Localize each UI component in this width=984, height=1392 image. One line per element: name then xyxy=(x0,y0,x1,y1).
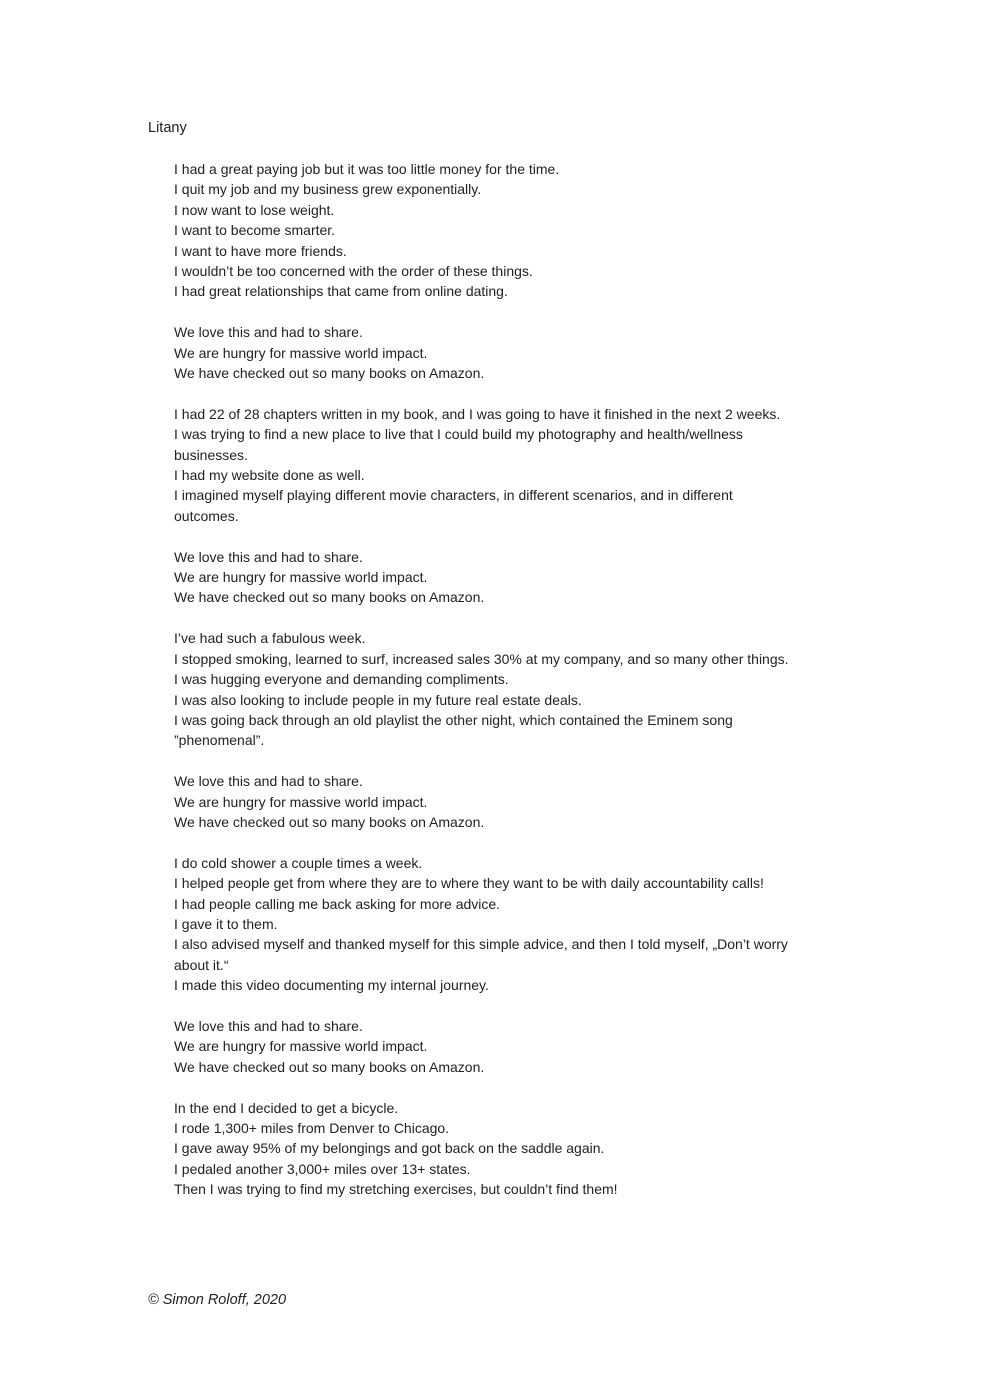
poem-line: In the end I decided to get a bicycle. xyxy=(174,1099,399,1116)
copyright-footer: © Simon Roloff, 2020 xyxy=(148,1292,287,1308)
poem-line: I stopped smoking, learned to surf, increased sales 30% at my company, and so many other things. xyxy=(174,650,789,667)
poem-line: I was hugging everyone and demanding compliments. xyxy=(174,671,509,688)
poem-line: I was also looking to include people in my future real estate deals. xyxy=(174,691,582,708)
poem-line: We are hungry for massive world impact. xyxy=(174,1038,428,1055)
poem-line: We love this and had to share. xyxy=(174,1017,363,1034)
poem-line: We have checked out so many books on Amazon. xyxy=(174,813,485,830)
poem-line: I’ve had such a fabulous week. xyxy=(174,630,366,647)
verse-stanza xyxy=(174,159,924,302)
poem-line: We love this and had to share. xyxy=(174,773,363,790)
poem-line: I helped people get from where they are to where they want to be with daily accountability calls! xyxy=(174,875,764,892)
verse-stanza xyxy=(174,628,924,750)
poem-line: We are hungry for massive world impact. xyxy=(174,344,428,361)
poem-line: We have checked out so many books on Amazon. xyxy=(174,365,485,382)
poem-line: We are hungry for massive world impact. xyxy=(174,793,428,810)
poem-line: Then I was trying to find my stretching exercises, but couldn’t find them! xyxy=(174,1181,618,1198)
poem-line: I was trying to find a new place to live that I could build my photography and health/wellness xyxy=(174,426,743,443)
refrain-stanza xyxy=(174,547,924,608)
refrain-stanza xyxy=(174,771,924,832)
poem-line: I made this video documenting my internal journey. xyxy=(174,977,489,994)
poem-line: I also advised myself and thanked myself for this simple advice, and then I told myself, „Don’t worry xyxy=(174,936,788,953)
poem-line: We are hungry for massive world impact. xyxy=(174,569,428,586)
poem-line: We have checked out so many books on Amazon. xyxy=(174,589,485,606)
refrain-stanza xyxy=(174,322,924,383)
poem-line: businesses. xyxy=(174,446,248,463)
poem-line: We love this and had to share. xyxy=(174,548,363,565)
poem-line: I now want to lose weight. xyxy=(174,201,335,218)
poem-line: I had great relationships that came from online dating. xyxy=(174,283,508,300)
poem-line: I imagined myself playing different movie characters, in different scenarios, and in different xyxy=(174,487,733,504)
poem-line: about it.“ xyxy=(174,956,229,973)
poem-line: I want to have more friends. xyxy=(174,242,347,259)
poem-title: Litany xyxy=(148,120,187,136)
poem-line: I was going back through an old playlist the other night, which contained the Eminem song xyxy=(174,711,733,728)
verse-stanza xyxy=(174,404,924,526)
refrain-stanza xyxy=(174,1016,924,1077)
verse-stanza xyxy=(174,853,924,996)
poem-body xyxy=(174,159,924,1200)
poem-line: I wouldn’t be too concerned with the order of these things. xyxy=(174,263,533,280)
poem-line: I had 22 of 28 chapters written in my book, and I was going to have it finished in the next 2 weeks. xyxy=(174,405,781,422)
poem-line: I gave away 95% of my belongings and got back on the saddle again. xyxy=(174,1140,605,1157)
poem-line: I had people calling me back asking for more advice. xyxy=(174,895,501,912)
poem-line: We have checked out so many books on Amazon. xyxy=(174,1058,485,1075)
poem-line: I pedaled another 3,000+ miles over 13+ states. xyxy=(174,1160,471,1177)
poem-line: I had my website done as well. xyxy=(174,467,365,484)
poem-line: I gave it to them. xyxy=(174,915,278,932)
poem-line: ”phenomenal”. xyxy=(174,732,265,749)
poem-line: I want to become smarter. xyxy=(174,222,336,239)
poem-line: I do cold shower a couple times a week. xyxy=(174,854,423,871)
poem-line: We love this and had to share. xyxy=(174,324,363,341)
poem-line: outcomes. xyxy=(174,507,239,524)
poem-line: I had a great paying job but it was too little money for the time. xyxy=(174,161,560,177)
verse-stanza xyxy=(174,1098,924,1200)
poem-line: I quit my job and my business grew exponentially. xyxy=(174,181,482,198)
poem-line: I rode 1,300+ miles from Denver to Chicago. xyxy=(174,1119,450,1136)
